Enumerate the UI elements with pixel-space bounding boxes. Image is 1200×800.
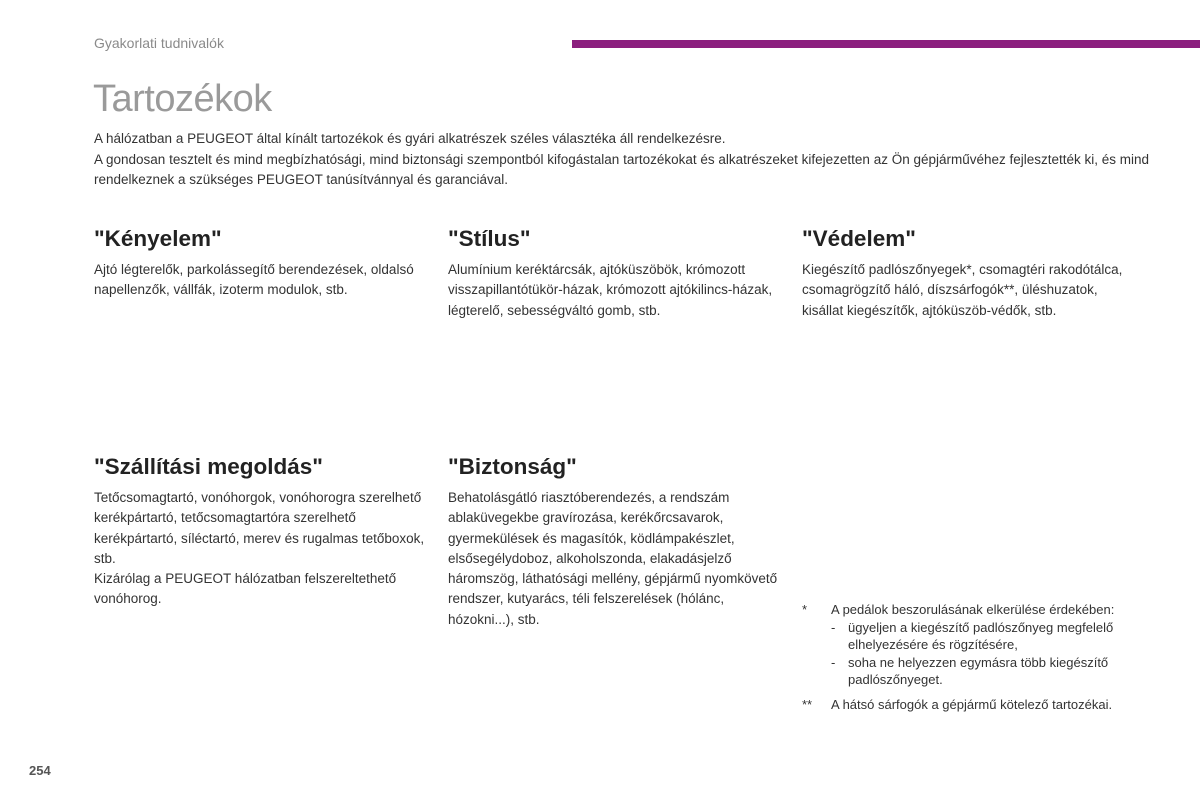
category-text: Kizárólag a PEUGEOT hálózatban felszereltethető vonóhorog. (94, 571, 397, 607)
footnote-text: A pedálok beszorulásának elkerülése érdekében: (831, 602, 1115, 617)
category-style (448, 225, 788, 321)
category-heading: "Biztonság" (448, 454, 577, 479)
accent-rule (572, 40, 1200, 48)
category-text: Tetőcsomagtartó, vonóhorgok, vonóhorogra szerelhető kerékpártartó, tetőcsomagtartóra szerelhető kerékpártartó, síléctartó, merev és rugalmas tetőboxok, stb. (94, 490, 425, 566)
list-dash: - (831, 619, 836, 635)
page-title: Tartozékok (93, 78, 272, 120)
category-safety (448, 453, 788, 630)
category-protection (802, 225, 1142, 321)
intro-text (94, 129, 1174, 191)
footnote-item-text: soha ne helyezzen egymásra több kiegészítő padlószőnyeget. (848, 654, 1109, 687)
category-description (448, 260, 788, 321)
category-description (802, 260, 1142, 321)
category-text: Kiegészítő padlószőnyegek*, csomagtéri rakodótálca, csomagrögzítő háló, díszsárfogók**, üléshuzatok, kisállat kiegészítők, ajtóküszöb-védők, stb. (802, 262, 1123, 318)
footnote-item-text: ügyeljen a kiegészítő padlószőnyeg megfelelő elhelyezésére és rögzítésére, (848, 619, 1114, 652)
category-comfort (94, 225, 434, 301)
footnote-mark: ** (802, 696, 813, 712)
page-number: 254 (29, 763, 51, 778)
footnote-list-item (831, 654, 1142, 689)
category-description (94, 260, 434, 301)
category-heading: "Stílus" (448, 226, 531, 251)
category-transport (94, 453, 434, 610)
footnote-mark: * (802, 602, 808, 617)
category-heading: "Kényelem" (94, 226, 222, 251)
category-heading: "Szállítási megoldás" (94, 454, 323, 479)
footnote-single-star (802, 601, 1142, 689)
category-text: Behatolásgátló riasztóberendezés, a rendszám ablaküvegekbe gravírozása, kerékőrcsavarok, gyermekülések és magasítók, ködlámpakészlet, elsősegélydoboz, alkoholszonda, elakadásjelző háromszög, láthatósági mellény, gépjármű nyomkövető rendszer, kutyarács, téli felszerelések (hólánc, hózokni...), stb. (448, 490, 778, 627)
category-heading: "Védelem" (802, 226, 916, 251)
footnote-list-item (831, 619, 1142, 654)
footnote-text: A hátsó sárfogók a gépjármű kötelező tartozékai. (831, 696, 1113, 712)
footnotes (802, 601, 1142, 720)
category-description (94, 488, 434, 610)
intro-paragraph: A hálózatban a PEUGEOT által kínált tartozékok és gyári alkatrészek széles választéka áll rendelkezésre. (94, 131, 726, 146)
category-description (448, 488, 788, 630)
list-dash: - (831, 654, 836, 670)
category-text: Ajtó légterelők, parkolássegítő berendezések, oldalsó napellenzők, vállfák, izoterm modulok, stb. (94, 262, 414, 298)
intro-paragraph: A gondosan tesztelt és mind megbízhatósági, mind biztonsági szempontból kifogástalan tartozékokat és alkatrészeket kifejezetten az Ön gépjárművéhez fejlesztették ki, és mind rendelkeznek a szükséges PEUGEOT tanúsítvánnyal és garanciával. (94, 151, 1150, 187)
section-label: Gyakorlati tudnivalók (94, 35, 224, 51)
category-text: Alumínium keréktárcsák, ajtóküszöbök, krómozott visszapillantótükör-házak, krómozott ajtókilincs-házak, légterelő, sebességváltó gomb, stb. (448, 262, 773, 318)
footnote-double-star (802, 696, 1142, 714)
